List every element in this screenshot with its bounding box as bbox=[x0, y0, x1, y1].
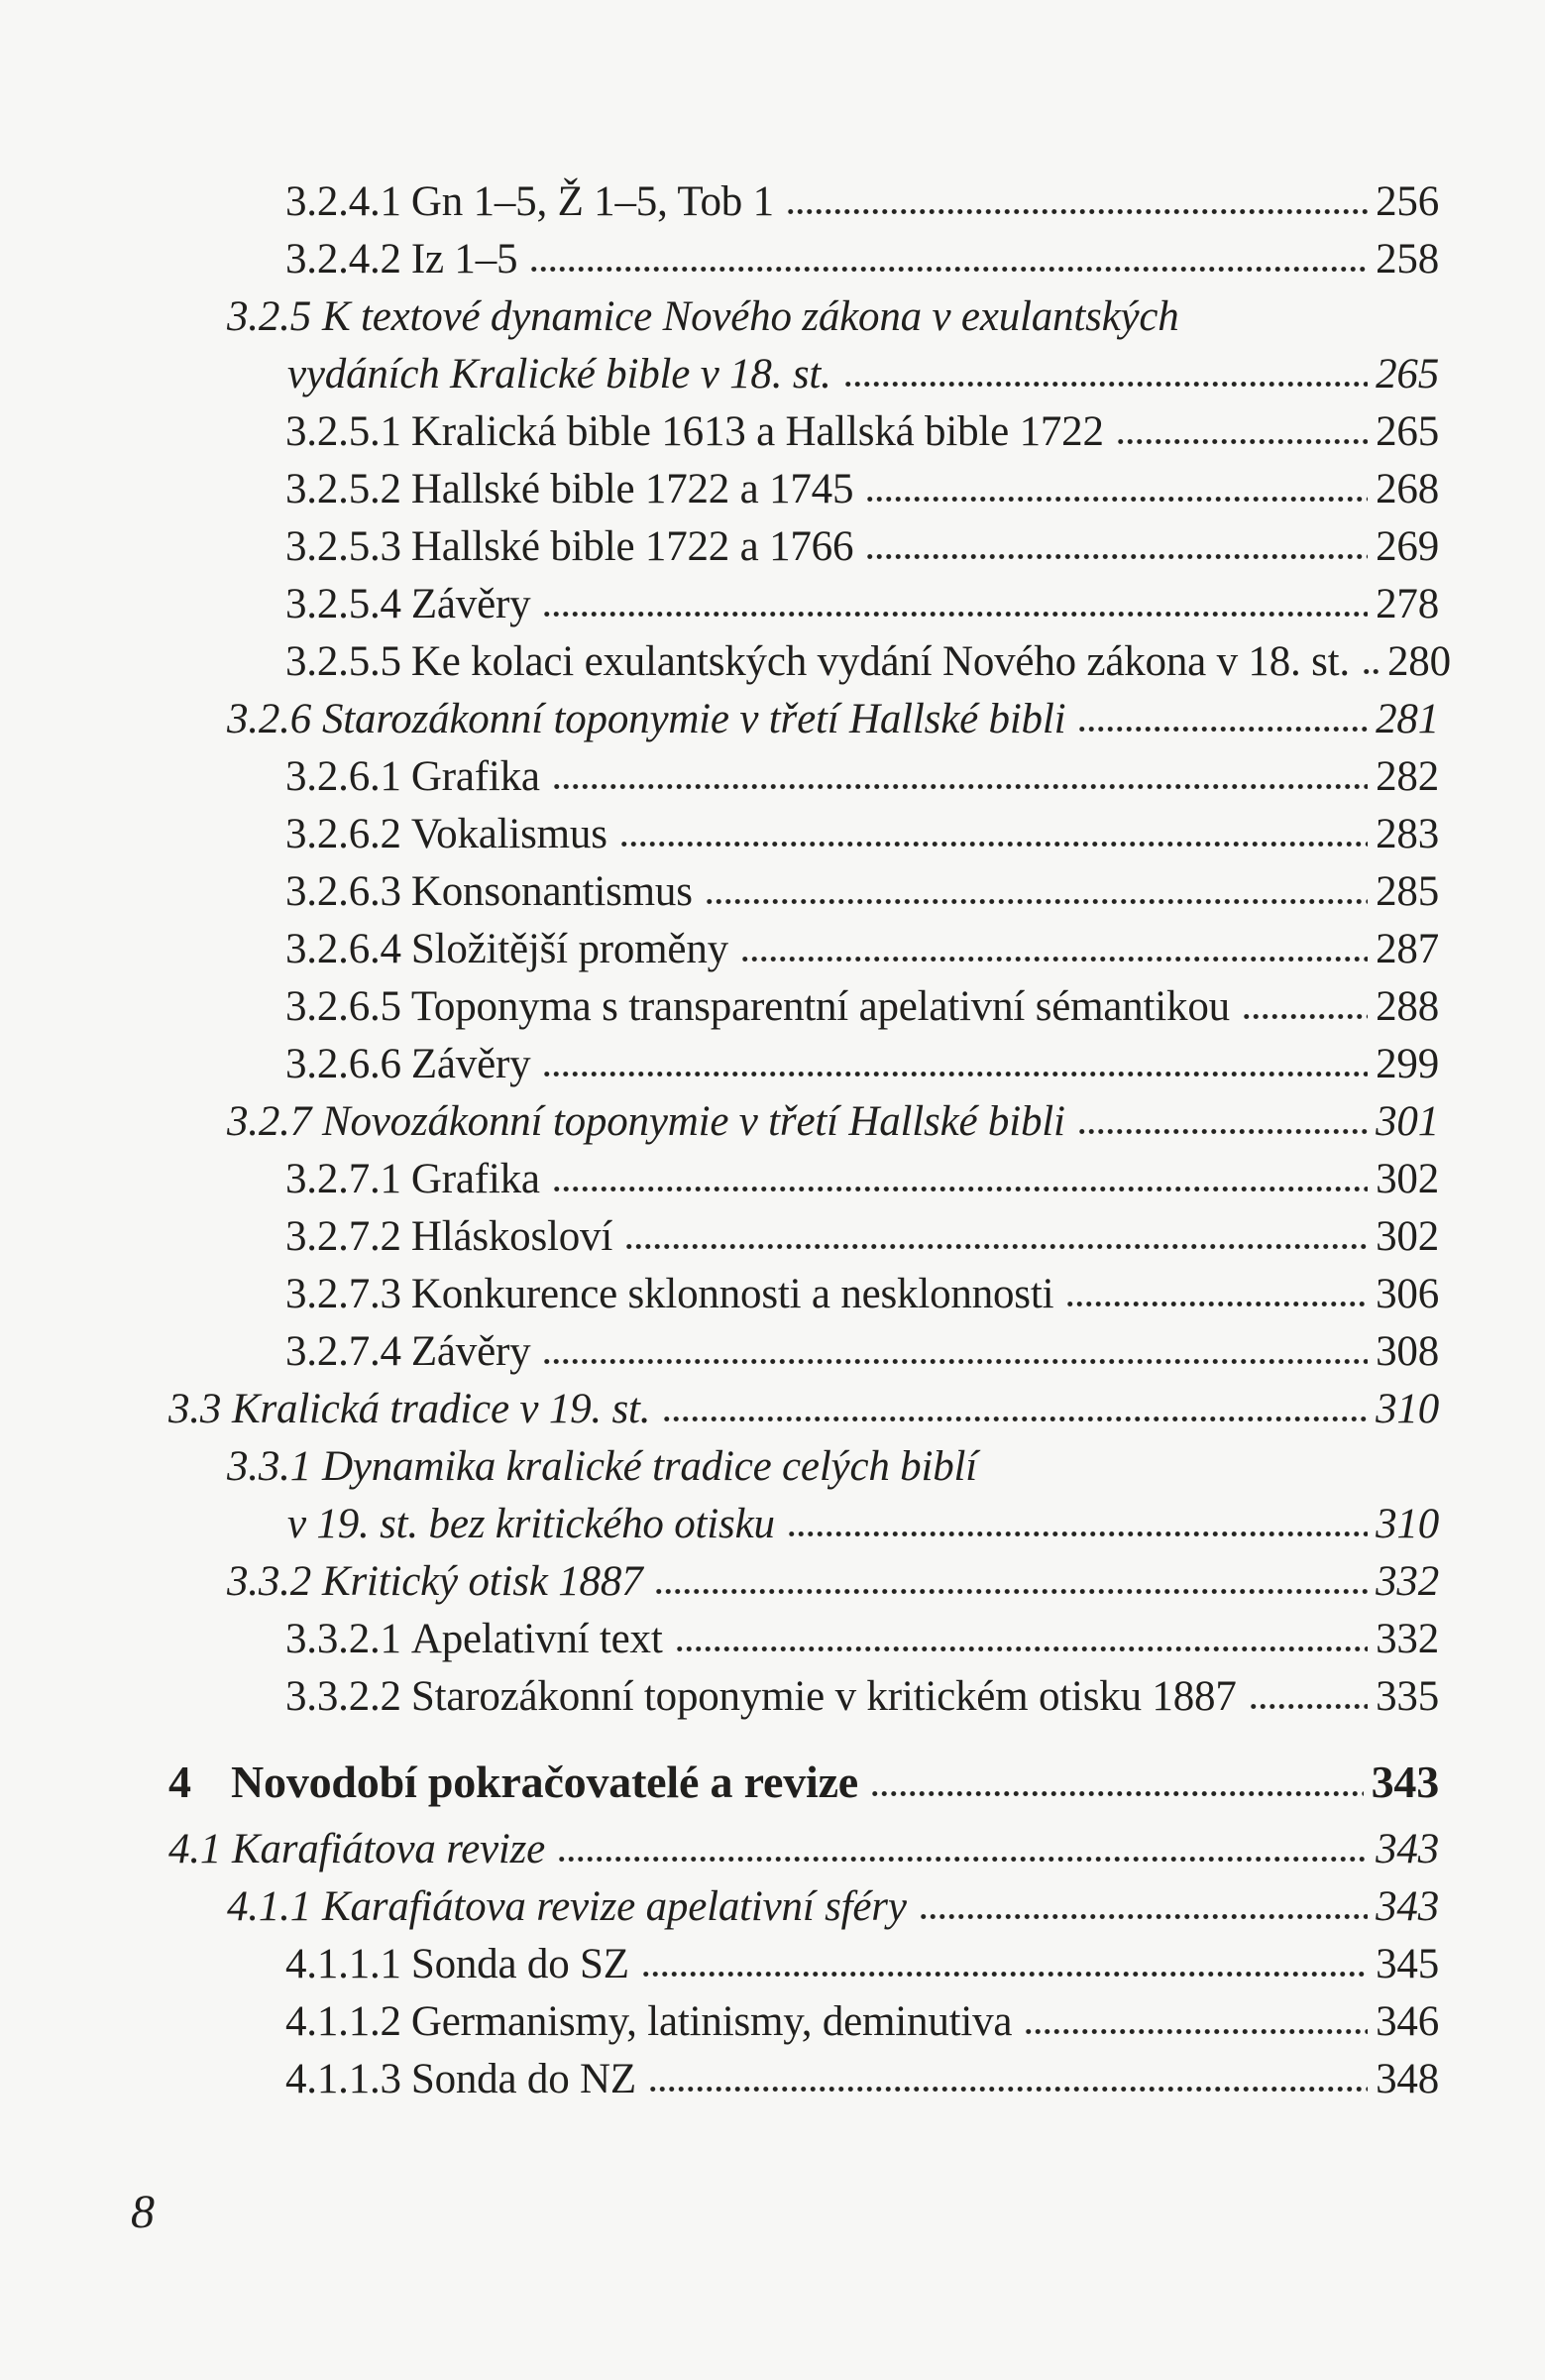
toc-entry-title: Starozákonní toponymie v třetí Hallské bibli bbox=[322, 696, 1066, 742]
toc-entry-page: 265 bbox=[1376, 408, 1439, 455]
toc-entry-page: 332 bbox=[1376, 1616, 1439, 1662]
toc-entry-number: 3.2.6.5 bbox=[285, 983, 401, 1030]
toc-entry-number: 4.1 bbox=[168, 1826, 222, 1872]
toc-entry-number: 3.2.6.1 bbox=[285, 753, 401, 800]
toc-entry bbox=[285, 748, 1439, 806]
toc-entry bbox=[285, 1323, 1439, 1381]
dot-leader bbox=[865, 496, 1368, 503]
dot-leader bbox=[1362, 668, 1379, 675]
toc-entry-page: 287 bbox=[1376, 926, 1439, 972]
toc-entry-page: 343 bbox=[1371, 1757, 1439, 1807]
dot-leader bbox=[1065, 1301, 1368, 1307]
toc-entry-title: Kritický otisk 1887 bbox=[322, 1558, 643, 1605]
toc-entry-number: 3.3.1 bbox=[227, 1443, 312, 1490]
toc-entry-page: 256 bbox=[1376, 178, 1439, 225]
toc-entry-number: 3.2.7.4 bbox=[285, 1328, 401, 1375]
toc-entry-number: 3.2.5.4 bbox=[285, 581, 401, 627]
dot-leader bbox=[542, 1358, 1368, 1365]
toc-entry-title: Kralická tradice v 19. st. bbox=[232, 1386, 651, 1432]
toc-entry-title: Hallské bible 1722 a 1745 bbox=[410, 466, 854, 512]
dot-leader bbox=[1077, 1128, 1368, 1135]
toc-entry bbox=[285, 518, 1439, 576]
toc-entry-title: Závěry bbox=[410, 1041, 531, 1087]
toc-entry-number: 4.1.1 bbox=[227, 1883, 312, 1930]
dot-leader bbox=[619, 841, 1368, 848]
toc-entry bbox=[285, 231, 1439, 288]
toc-entry-title: vydáních Kralické bible v 18. st. bbox=[287, 351, 831, 397]
toc-entry-title: Kralická bible 1613 a Hallská bible 1722 bbox=[410, 408, 1104, 455]
dot-leader bbox=[919, 1913, 1368, 1920]
toc-entry bbox=[285, 576, 1439, 633]
toc-entry-number: 3.2.7.3 bbox=[285, 1271, 401, 1317]
toc-entry-number: 3.3.2.2 bbox=[285, 1673, 401, 1720]
toc-entry-page: 306 bbox=[1376, 1271, 1439, 1317]
toc-entry-number: 3.2.5.1 bbox=[285, 408, 401, 455]
toc-entry-page: 348 bbox=[1376, 2056, 1439, 2102]
toc-entry-number: 3.2.6.3 bbox=[285, 868, 401, 915]
toc-entry-title: Iz 1–5 bbox=[410, 236, 518, 283]
toc-entry-number: 3.2.7.1 bbox=[285, 1156, 401, 1202]
dot-leader bbox=[624, 1243, 1368, 1250]
toc-entry-page: 308 bbox=[1376, 1328, 1439, 1375]
toc-entry-title: Sonda do NZ bbox=[410, 2056, 636, 2102]
toc-entry-title: Grafika bbox=[410, 753, 540, 800]
dot-leader bbox=[1077, 726, 1368, 733]
toc-entry bbox=[285, 1611, 1439, 1668]
toc-entry bbox=[285, 173, 1439, 231]
toc-entry-page: 285 bbox=[1376, 868, 1439, 915]
dot-leader bbox=[865, 553, 1368, 560]
toc-entry-title: Vokalismus bbox=[410, 811, 607, 857]
toc-entry-title: Konkurence sklonnosti a nesklonnosti bbox=[410, 1271, 1054, 1317]
toc-entry-page: 278 bbox=[1376, 581, 1439, 627]
dot-leader bbox=[786, 208, 1368, 215]
toc-entry-page: 301 bbox=[1376, 1098, 1439, 1145]
toc-entry-title: Grafika bbox=[410, 1156, 540, 1202]
toc-entry-page: 332 bbox=[1376, 1558, 1439, 1605]
toc-entry bbox=[285, 1151, 1439, 1208]
toc-entry-page: 299 bbox=[1376, 1041, 1439, 1087]
toc-entry-page: 345 bbox=[1376, 1941, 1439, 1987]
dot-leader bbox=[529, 266, 1368, 273]
toc-entry-page: 281 bbox=[1376, 696, 1439, 742]
toc-entry-page: 288 bbox=[1376, 983, 1439, 1030]
dot-leader bbox=[675, 1645, 1368, 1652]
dot-leader bbox=[662, 1416, 1368, 1422]
toc-entry bbox=[168, 1821, 1439, 1878]
dot-leader bbox=[1242, 1013, 1368, 1020]
toc-entry-page: 302 bbox=[1376, 1156, 1439, 1202]
toc-entry-number: 4.1.1.3 bbox=[285, 2056, 401, 2102]
toc-entry bbox=[285, 461, 1439, 518]
toc-entry-number: 3.2.4.2 bbox=[285, 236, 401, 283]
toc-entry-number: 3.2.4.1 bbox=[285, 178, 401, 225]
dot-leader bbox=[843, 381, 1368, 388]
toc-entry bbox=[285, 921, 1439, 978]
toc-entry-page: 258 bbox=[1376, 236, 1439, 283]
toc-entry-title: Novozákonní toponymie v třetí Hallské bibli bbox=[322, 1098, 1065, 1145]
toc-entry-title: Karafiátova revize apelativní sféry bbox=[322, 1883, 907, 1930]
toc-entry-number: 3.2.7 bbox=[227, 1098, 312, 1145]
toc-entry-title: Složitější proměny bbox=[410, 926, 728, 972]
toc-entry-number: 3.3 bbox=[168, 1386, 222, 1432]
toc-entry-title: Sonda do SZ bbox=[410, 1941, 629, 1987]
dot-leader bbox=[654, 1588, 1368, 1595]
toc-entry bbox=[285, 1266, 1439, 1323]
toc-entry-page: 346 bbox=[1376, 1998, 1439, 2045]
toc-entry bbox=[285, 2051, 1439, 2108]
toc-entry-page: 265 bbox=[1376, 351, 1439, 397]
toc-entry-title: K textové dynamice Nového zákona v exulantských bbox=[322, 293, 1179, 340]
toc-entry-number: 3.2.6.2 bbox=[285, 811, 401, 857]
toc-entry-title: Novodobí pokračovatelé a revize bbox=[231, 1757, 859, 1807]
toc-entry bbox=[287, 1496, 1439, 1553]
toc-entry-page: 310 bbox=[1376, 1501, 1439, 1547]
toc-entry bbox=[285, 403, 1439, 461]
toc-entry bbox=[285, 1208, 1439, 1266]
dot-leader bbox=[552, 783, 1368, 790]
toc-entry bbox=[285, 806, 1439, 863]
toc-entry-page: 343 bbox=[1376, 1883, 1439, 1930]
toc-entry bbox=[227, 1438, 1439, 1496]
toc-entry bbox=[227, 1553, 1439, 1611]
toc-entry-number: 3.2.7.2 bbox=[285, 1213, 401, 1260]
dot-leader bbox=[787, 1530, 1368, 1537]
toc-entry-page: 282 bbox=[1376, 753, 1439, 800]
dot-leader bbox=[552, 1186, 1368, 1192]
toc-entry-title: Závěry bbox=[410, 581, 531, 627]
toc-entry-title: Toponyma s transparentní apelativní sémantikou bbox=[410, 983, 1230, 1030]
toc-entry-title: Gn 1–5, Ž 1–5, Tob 1 bbox=[410, 178, 774, 225]
toc-entry-number: 3.2.6.4 bbox=[285, 926, 401, 972]
toc-entry-title: Hláskosloví bbox=[410, 1213, 613, 1260]
toc-entry-number: 3.2.5.3 bbox=[285, 523, 401, 570]
toc-entry bbox=[227, 1878, 1439, 1936]
dot-leader bbox=[557, 1856, 1368, 1863]
dot-leader bbox=[542, 611, 1368, 618]
toc-entry-number: 4 bbox=[168, 1757, 191, 1807]
page-number: 8 bbox=[131, 2186, 155, 2238]
toc-entry-number: 3.2.5.5 bbox=[285, 638, 401, 685]
toc-entry bbox=[227, 1093, 1439, 1151]
toc-entry-number: 4.1.1.1 bbox=[285, 1941, 401, 1987]
dot-leader bbox=[1116, 438, 1368, 445]
toc-entry bbox=[285, 978, 1439, 1036]
dot-leader bbox=[648, 2086, 1368, 2093]
toc-entry-page: 280 bbox=[1386, 638, 1451, 685]
toc-entry-title: v 19. st. bez kritického otisku bbox=[287, 1501, 775, 1547]
toc-entry bbox=[168, 1754, 1439, 1811]
dot-leader bbox=[1249, 1703, 1368, 1710]
toc-entry-number: 3.2.5 bbox=[227, 293, 312, 340]
toc-entry-title: Karafiátova revize bbox=[232, 1826, 546, 1872]
toc-entry-title: Germanismy, latinismy, deminutiva bbox=[410, 1998, 1013, 2045]
dot-leader bbox=[870, 1790, 1364, 1797]
toc-entry bbox=[285, 1668, 1439, 1726]
toc-entry-number: 4.1.1.2 bbox=[285, 1998, 401, 2045]
toc-entry-page: 283 bbox=[1376, 811, 1439, 857]
dot-leader bbox=[641, 1971, 1368, 1978]
toc-entry bbox=[287, 346, 1439, 403]
dot-leader bbox=[740, 956, 1368, 963]
toc-entry-page: 268 bbox=[1376, 466, 1439, 512]
toc-entry-title: Závěry bbox=[410, 1328, 531, 1375]
dot-leader bbox=[705, 898, 1368, 905]
toc-entry bbox=[285, 1036, 1439, 1093]
toc-entry-number: 3.2.6.6 bbox=[285, 1041, 401, 1087]
dot-leader bbox=[1024, 2028, 1368, 2035]
toc-entry-page: 310 bbox=[1376, 1386, 1439, 1432]
toc-entry bbox=[227, 691, 1439, 748]
toc-entry-title: Hallské bible 1722 a 1766 bbox=[410, 523, 854, 570]
toc-entry-number: 3.3.2 bbox=[227, 1558, 312, 1605]
toc-entry-title: Ke kolaci exulantských vydání Nového zákona v 18. st. bbox=[410, 638, 1350, 685]
toc-entry bbox=[285, 863, 1439, 921]
toc-entry-title: Dynamika kralické tradice celých biblí bbox=[322, 1443, 978, 1490]
toc-entry-page: 302 bbox=[1376, 1213, 1439, 1260]
toc-entry bbox=[285, 1993, 1439, 2051]
toc-entry bbox=[168, 1381, 1439, 1438]
toc-list bbox=[168, 173, 1451, 2108]
toc-entry-title: Starozákonní toponymie v kritickém otisku 1887 bbox=[410, 1673, 1237, 1720]
toc-entry-number: 3.3.2.1 bbox=[285, 1616, 401, 1662]
toc-entry-page: 343 bbox=[1376, 1826, 1439, 1872]
toc-entry-page: 335 bbox=[1376, 1673, 1439, 1720]
dot-leader bbox=[542, 1071, 1368, 1077]
toc-entry bbox=[285, 1936, 1439, 1993]
toc-entry-number: 3.2.5.2 bbox=[285, 466, 401, 512]
toc-entry-number: 3.2.6 bbox=[227, 696, 312, 742]
toc-entry-title: Apelativní text bbox=[410, 1616, 663, 1662]
toc-entry bbox=[285, 633, 1451, 691]
toc-entry bbox=[227, 288, 1439, 346]
toc-entry-page: 269 bbox=[1376, 523, 1439, 570]
toc-entry-title: Konsonantismus bbox=[410, 868, 693, 915]
